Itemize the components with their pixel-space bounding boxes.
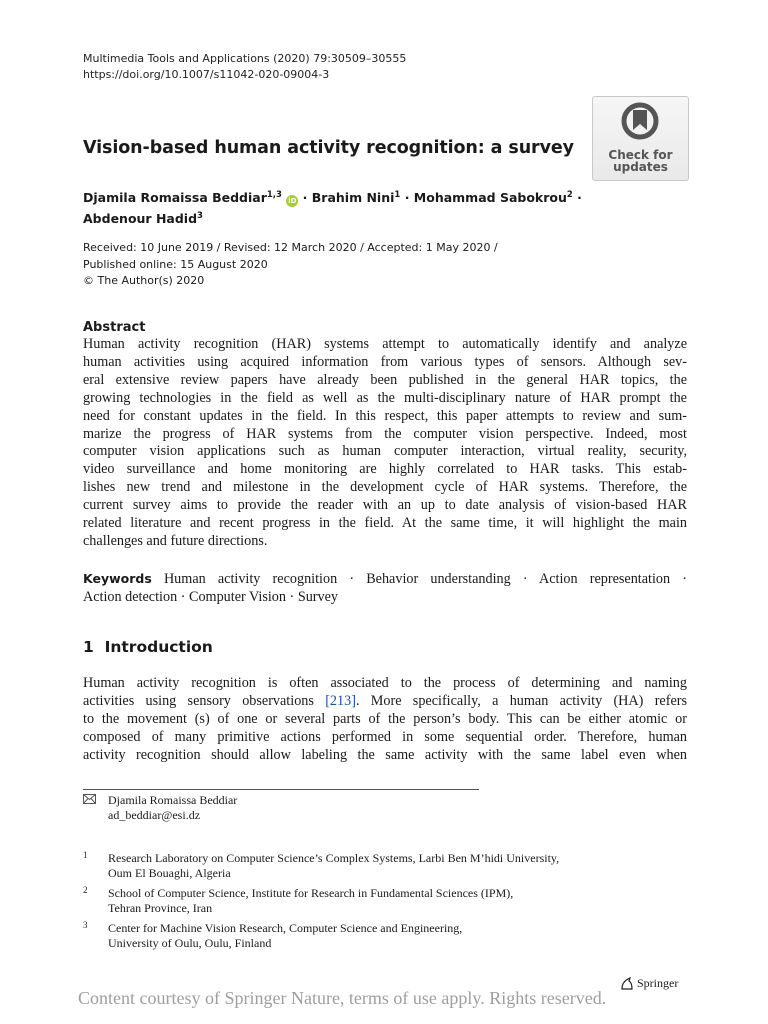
- intro-line: activity recognition should allow labeling the same activity with the same label even when: [83, 746, 687, 763]
- abstract-line: human activities using acquired information from various types of sensors. Although sev-: [83, 353, 687, 370]
- abstract-line: current survey aims to provide the reader with an up to date analysis of vision-based HAR: [83, 497, 687, 514]
- affiliation-line: Tehran Province, Iran: [108, 901, 213, 915]
- affiliation-number: 3: [83, 920, 88, 930]
- abstract-line: marize the progress of HAR systems from the computer vision perspective. Indeed, most: [83, 425, 687, 442]
- journal-header: [83, 51, 406, 82]
- intro-line-2a: activities using sensory observations: [83, 692, 326, 709]
- citation-link[interactable]: [213]: [325, 692, 356, 709]
- springer-logo: [620, 976, 678, 991]
- abstract-line: challenges and future directions.: [83, 532, 268, 549]
- section-heading: [83, 638, 213, 656]
- publication-dates: [83, 240, 498, 290]
- correspondence-block: [83, 793, 237, 823]
- abstract-line: growing technologies in the field as well as the multi-disciplinary nature of HAR prompt the: [83, 389, 687, 406]
- publisher-name: Springer: [637, 976, 679, 990]
- affiliation-number: 2: [83, 885, 88, 895]
- badge-line-2: updates: [613, 160, 668, 174]
- crossmark-icon: [621, 102, 659, 142]
- affiliation-line: Oum El Bouaghi, Algeria: [108, 866, 231, 880]
- author-affiliation-sup: 1: [394, 190, 401, 200]
- paper-title: Vision-based human activity recognition: a survey: [83, 138, 574, 158]
- affiliation-line: Center for Machine Vision Research, Computer Science and Engineering,: [108, 921, 463, 935]
- author-separator: ·: [577, 190, 582, 206]
- author-email[interactable]: ad_beddiar@esi.dz: [108, 808, 201, 822]
- keywords-block: [83, 570, 687, 607]
- author-affiliation-sup: 2: [566, 190, 573, 200]
- affiliation-line: Research Laboratory on Computer Science’s Complex Systems, Larbi Ben M’hidi University,: [108, 851, 560, 865]
- intro-paragraph: [83, 675, 687, 765]
- intro-line: to the movement (s) of one or several parts of the person’s body. This can be either atomic or: [83, 710, 687, 727]
- author-separator: ·: [404, 190, 410, 206]
- envelope-icon: [83, 794, 96, 804]
- abstract-line: computer vision applications such as human computer interaction, virtual reality, security,: [83, 443, 687, 460]
- courtesy-notice: Content courtesy of Springer Nature, terms of use apply. Rights reserved.: [78, 988, 607, 1008]
- badge-line-1: Check for: [608, 148, 673, 162]
- abstract-line: Human activity recognition (HAR) systems attempt to automatically identify and analyze: [83, 336, 687, 352]
- abstract-body: [83, 336, 687, 551]
- springer-horse-icon: [620, 977, 634, 990]
- affiliation-number: 1: [83, 850, 88, 860]
- received-revised-accepted: Received: 10 June 2019 / Revised: 12 March 2020 / Accepted: 1 May 2020 /: [83, 241, 498, 254]
- author-list: [83, 186, 623, 228]
- affiliation-line: University of Oulu, Oulu, Finland: [108, 936, 272, 950]
- author-affiliation-sup: 3: [197, 211, 203, 222]
- author-separator: ·: [302, 190, 308, 206]
- check-for-updates-badge[interactable]: [592, 96, 689, 181]
- abstract-line: need for constant updates in the field. In this respect, this paper attempts to review and sum-: [83, 407, 687, 424]
- doi-link[interactable]: https://doi.org/10.1007/s11042-020-09004-3: [83, 67, 330, 81]
- author-name: Mohammad Sabokrou: [413, 190, 567, 206]
- intro-line: composed of many primitive actions performed in some sequential order. Therefore, human: [83, 728, 687, 745]
- keywords-line-2: Action detection · Computer Vision · Survey: [83, 588, 339, 605]
- abstract-line: lishes new trend and milestone in the development cycle of HAR systems. Therefore, the: [83, 479, 687, 496]
- keywords-label: Keywords: [83, 571, 152, 586]
- author-affiliation-sup: 1,3: [266, 190, 282, 200]
- abstract-heading: Abstract: [83, 320, 146, 335]
- abstract-line: eral extensive review papers have already been published in the general HAR topics, the: [83, 371, 687, 388]
- affiliation-line: School of Computer Science, Institute for Research in Fundamental Sciences (IPM),: [108, 886, 514, 900]
- keywords-line-1: Human activity recognition · Behavior understanding · Action representation ·: [163, 571, 687, 587]
- orcid-icon[interactable]: iD: [288, 197, 297, 206]
- intro-line: Human activity recognition is often associated to the process of determining and naming: [83, 675, 687, 691]
- journal-citation: Multimedia Tools and Applications (2020) 79:30509–30555: [83, 52, 407, 65]
- author-name: Abdenour Hadid: [83, 211, 198, 227]
- intro-line-2b: . More specifically, a human activity (HA) refers: [355, 692, 687, 709]
- corresponding-author: Djamila Romaissa Beddiar: [108, 793, 238, 807]
- abstract-line: video surveillance and home monitoring are highly correlated to HAR tasks. This estab-: [83, 461, 687, 478]
- author-name: Djamila Romaissa Beddiar: [83, 190, 267, 206]
- published-online: Published online: 15 August 2020: [83, 257, 268, 271]
- abstract-line: related literature and recent progress in the field. At the same time, it will highlight the main: [83, 515, 687, 532]
- section-number: 1: [83, 638, 94, 656]
- section-title: Introduction: [104, 638, 213, 656]
- copyright: © The Author(s) 2020: [83, 274, 205, 287]
- author-name: Brahim Nini: [311, 190, 395, 206]
- footnote-divider: [83, 789, 479, 790]
